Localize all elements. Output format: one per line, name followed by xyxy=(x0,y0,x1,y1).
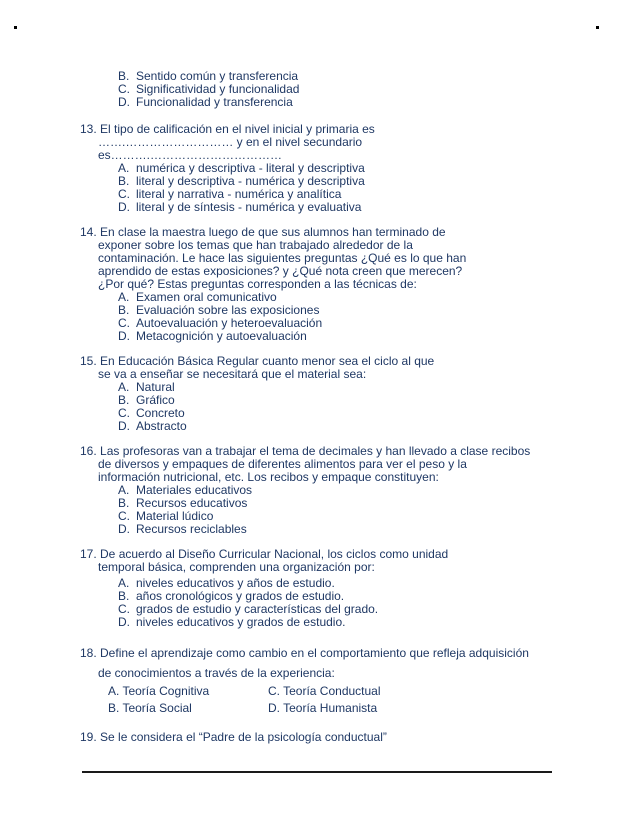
option-c: C. Concreto xyxy=(118,406,185,420)
question-line: 18. Define el aprendizaje como cambio en el comportamiento que refleja adquisición xyxy=(80,646,529,660)
question-17 xyxy=(80,548,570,629)
option-b: B. Sentido común y transferencia xyxy=(118,69,299,83)
question-line: 14. En clase la maestra luego de que sus alumnos han terminado de xyxy=(80,225,446,239)
question-15 xyxy=(80,355,570,433)
question-line: es……….…………………………… xyxy=(98,148,283,162)
question-19 xyxy=(80,731,570,744)
question-line: …….……………………… y en el nivel secundario xyxy=(98,135,363,149)
question-line: exponer sobre los temas que han trabajado alrededor de la xyxy=(98,238,413,252)
option-c: C. Teoría Conductual xyxy=(268,684,381,698)
question-line: de diversos y empaques de diferentes alimentos para ver el peso y la xyxy=(98,457,467,471)
document-content xyxy=(80,70,570,744)
question-line: aprendido de estas exposiciones? y ¿Qué nota creen que merecen? xyxy=(98,264,463,278)
option-c: C. literal y narrativa - numérica y analítica xyxy=(118,187,342,201)
question-line: contaminación. Le hace las siguientes preguntas ¿Qué es lo que han xyxy=(98,251,467,265)
question-line: de conocimientos a través de la experiencia: xyxy=(98,666,335,680)
option-a: A. Teoría Cognitiva xyxy=(108,684,210,698)
option-c: C. Significatividad y funcionalidad xyxy=(118,82,300,96)
option-d: D. Metacognición y autoevaluación xyxy=(118,329,307,343)
option-d: D. Funcionalidad y transferencia xyxy=(118,95,293,109)
option-c: C. Autoevaluación y heteroevaluación xyxy=(118,316,323,330)
question-line: 17. De acuerdo al Diseño Curricular Nacional, los ciclos como unidad xyxy=(80,547,449,561)
footer-divider xyxy=(82,771,552,773)
corner-mark-right xyxy=(596,26,599,29)
option-b: B. Gráfico xyxy=(118,393,175,407)
option-a: A. Materiales educativos xyxy=(118,483,253,497)
option-b: B. Evaluación sobre las exposiciones xyxy=(118,303,320,317)
option-a: A. Examen oral comunicativo xyxy=(118,290,277,304)
question-18 xyxy=(80,643,570,717)
question-line: 13. El tipo de calificación en el nivel inicial y primaria es xyxy=(80,122,375,136)
option-d: D. niveles educativos y grados de estudio. xyxy=(118,615,346,629)
option-row xyxy=(80,683,570,700)
option-d: D. Teoría Humanista xyxy=(268,701,378,715)
question-16 xyxy=(80,445,570,536)
question-13 xyxy=(80,123,570,214)
question-14 xyxy=(80,226,570,343)
option-b: B. Teoría Social xyxy=(108,701,192,715)
option-a: A. niveles educativos y años de estudio. xyxy=(118,576,335,590)
question-line: se va a enseñar se necesitará que el material sea: xyxy=(98,367,367,381)
option-a: A. Natural xyxy=(118,380,175,394)
option-b: B. años cronológicos y grados de estudio. xyxy=(118,589,345,603)
option-d: D. literal y de síntesis - numérica y evaluativa xyxy=(118,200,362,214)
question-line: ¿Por qué? Estas preguntas corresponden a las técnicas de: xyxy=(98,277,417,291)
question-line: 16. Las profesoras van a trabajar el tema de decimales y han llevado a clase recibos xyxy=(80,444,531,458)
option-row xyxy=(80,700,570,717)
question-line: información nutricional, etc. Los recibos y empaque constituyen: xyxy=(98,470,439,484)
question-line: 19. Se le considera el “Padre de la psicología conductual” xyxy=(80,730,387,744)
question-line: 15. En Educación Básica Regular cuanto menor sea el ciclo al que xyxy=(80,354,435,368)
option-b: B. Recursos educativos xyxy=(118,496,248,510)
option-c: C. grados de estudio y características del grado. xyxy=(118,602,379,616)
question-line: temporal básica, comprenden una organización por: xyxy=(98,560,375,574)
corner-mark-left xyxy=(14,26,17,29)
option-d: D. Recursos reciclables xyxy=(118,522,247,536)
option-d: D. Abstracto xyxy=(118,419,187,433)
option-a: A. numérica y descriptiva - literal y descriptiva xyxy=(118,161,365,175)
option-c: C. Material lúdico xyxy=(118,509,214,523)
top-options xyxy=(80,70,570,109)
option-b: B. literal y descriptiva - numérica y descriptiva xyxy=(118,174,365,188)
